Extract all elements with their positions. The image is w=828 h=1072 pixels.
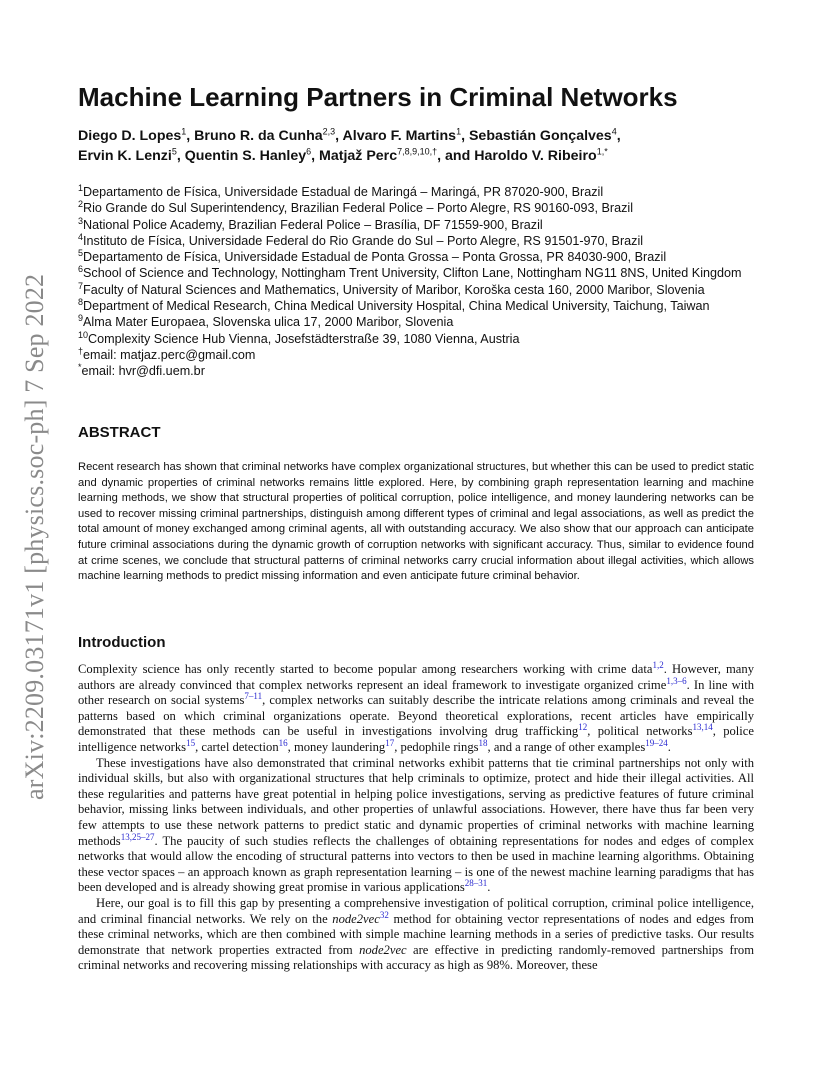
affiliation-text: School of Science and Technology, Nottingham Trent University, Clifton Lane, Nottingham NG11 8NS, United Kingdom: [83, 266, 742, 281]
affiliation-item: [78, 249, 768, 265]
body-text: , money laundering: [287, 739, 386, 754]
author-name: Matjaž Perc: [319, 148, 398, 164]
body-text: , cartel detection: [195, 739, 279, 754]
citation-link[interactable]: 28–31: [464, 878, 488, 889]
affiliation-item: [78, 347, 768, 363]
affiliation-mark: 4: [78, 231, 84, 242]
citation-link[interactable]: 17: [385, 737, 395, 748]
citation-link[interactable]: 12: [578, 722, 588, 733]
affiliation-mark: 9: [78, 313, 84, 324]
introduction-paragraph: [78, 756, 754, 896]
author-affiliation-mark: 7,8,9,10,†: [397, 146, 438, 157]
affiliation-mark: 7: [78, 280, 84, 291]
body-text: method for obtaining vector representations of nodes and edges from these criminal networks, which are then combined with simple machine learning methods in a series of predictive tasks. Our results demonstrate that network properties extracted from: [78, 911, 754, 957]
body-text: , political networks: [587, 724, 693, 739]
introduction-heading: Introduction: [78, 634, 166, 651]
method-name: node2vec: [332, 911, 380, 926]
body-text: These investigations have also demonstrated that criminal networks exhibit patterns that tie criminal partnerships not only with individual skills, but also with organizational structures that help criminals to optimize, protect and hide their illegal activities. All these regularities and patterns have great potential in helping police investigations, serving as predictive features of future criminal behavior, missing links between individuals, and other properties of unlawful associations. However, there have thus far been very few attempts to use these network patterns to predict static and dynamic properties of criminal networks with machine learning methods: [78, 755, 754, 848]
affiliation-list: [78, 184, 768, 380]
author-separator: , and: [437, 148, 475, 164]
author-affiliation-mark: 6: [306, 146, 312, 157]
citation-link[interactable]: 32: [379, 909, 389, 920]
affiliation-text: Departamento de Física, Universidade Estadual de Ponta Grossa – Ponta Grossa, PR 84030-900, Brazil: [83, 250, 667, 265]
introduction-paragraph: [78, 659, 754, 756]
abstract-text: Recent research has shown that criminal networks have complex organizational structures, but whether this can be used to predict static and dynamic properties of criminal networks remains little explored. Here, by combining graph representation learning and machine learning methods, we show that structural properties of political corruption, police intelligence, and money laundering networks can be used to recover missing criminal partnerships, distinguish among different types of criminal and legal associations, as well as predict the total amount of money exchanged among criminal agents, all with outstanding accuracy. We also show that our approach can anticipate future criminal associations during the dynamic growth of corruption networks with significant accuracy. Thus, similar to evidence found at crime scenes, we conclude that structural patterns of criminal networks carry crucial information about illegal activities, which allows machine learning methods to predict missing information and even anticipate future criminal behavior.: [78, 461, 754, 583]
author-name: Haroldo V. Ribeiro: [474, 148, 597, 164]
affiliation-text: Faculty of Natural Sciences and Mathematics, University of Maribor, Koroška cesta 160, 2000 Maribor, Slovenia: [83, 282, 705, 297]
author-affiliation-mark: 4: [611, 126, 617, 137]
affiliation-mark: 5: [78, 248, 84, 258]
citation-link[interactable]: 1,3–6: [666, 675, 687, 686]
body-text: .: [487, 880, 491, 895]
citation-link[interactable]: 1,2: [652, 659, 664, 670]
affiliation-mark: 1: [78, 182, 84, 193]
affiliation-mark: †: [78, 345, 84, 356]
author-separator: ,: [616, 128, 621, 144]
author-name: Bruno R. da Cunha: [194, 128, 323, 144]
affiliation-item: [78, 184, 768, 200]
affiliation-mark: *: [78, 362, 82, 373]
citation-link[interactable]: 19–24: [645, 737, 668, 748]
affiliation-text: Complexity Science Hub Vienna, Josefstädterstraße 39, 1080 Vienna, Austria: [88, 331, 520, 346]
affiliation-mark: 8: [78, 296, 84, 307]
affiliation-item: [78, 331, 768, 347]
body-text: Here, our goal is to fill this gap by presenting a comprehensive investigation of political corruption, criminal police intelligence, and criminal financial networks. We rely on the: [78, 895, 754, 926]
affiliation-item: [78, 265, 768, 281]
affiliation-mark: 2: [78, 199, 84, 210]
body-text: . The paucity of such studies reflects the challenges of obtaining representations for nodes and edges of complex networks that would allow the encoding of structural patterns into vectors to then be used in machine learning algorithms. Obtaining these vector spaces – an approach known as graph representation learning – is one of the newest machine learning paradigms that has been developed and is already showing great promise in various applications: [78, 833, 754, 895]
author-separator: ,: [186, 128, 195, 144]
author-separator: ,: [335, 128, 343, 144]
citation-link[interactable]: 18: [478, 737, 488, 748]
author-affiliation-mark: 1: [181, 126, 187, 137]
affiliation-text: Alma Mater Europaea, Slovenska ulica 17, 2000 Maribor, Slovenia: [83, 315, 454, 330]
author-name: Diego D. Lopes: [78, 128, 182, 144]
arxiv-identifier-stamp: arXiv:2209.03171v1 [physics.soc-ph] 7 Sep 2022: [20, 273, 49, 800]
affiliation-text: email: matjaz.perc@gmail.com: [83, 347, 256, 362]
method-name: node2vec: [359, 942, 407, 957]
body-text: . However, many authors are already convinced that complex networks represent an ideal framework to investigate organized crime: [78, 662, 754, 692]
affiliation-text: email: hvr@dfi.uem.br: [81, 364, 205, 379]
citation-link[interactable]: 7–11: [244, 691, 263, 701]
affiliation-item: [78, 363, 768, 379]
affiliation-item: [78, 314, 768, 330]
affiliation-mark: 10: [78, 329, 89, 340]
affiliation-item: [78, 233, 768, 249]
author-separator: ,: [461, 128, 469, 144]
paper-title: Machine Learning Partners in Criminal Networks: [78, 82, 678, 112]
affiliation-mark: 3: [78, 215, 84, 226]
body-text: , and a range of other examples: [487, 739, 646, 754]
body-text: Complexity science has only recently started to become popular among researchers working with crime data: [78, 662, 653, 676]
affiliation-text: Rio Grande do Sul Superintendency, Brazilian Federal Police – Porto Alegre, RS 90160-093, Brazil: [83, 201, 634, 216]
author-name: Quentin S. Hanley: [184, 148, 307, 164]
author-separator: ,: [176, 148, 185, 164]
author-list: [78, 126, 758, 166]
affiliation-text: Department of Medical Research, China Medical University Hospital, China Medical University, Taichung, Taiwan: [83, 299, 710, 314]
affiliation-text: Instituto de Física, Universidade Federal do Rio Grande do Sul – Porto Alegre, RS 91501-970, Brazil: [83, 233, 644, 248]
introduction-body: [78, 659, 754, 974]
body-text: , police intelligence networks: [78, 724, 754, 754]
author-affiliation-mark: 5: [171, 146, 177, 157]
affiliation-text: National Police Academy, Brazilian Federal Police – Brasília, DF 71559-900, Brazil: [83, 217, 543, 232]
affiliation-mark: 6: [78, 264, 84, 275]
citation-link[interactable]: 13,14: [692, 722, 713, 733]
body-text: , pedophile rings: [394, 739, 479, 754]
body-text: , complex networks can suitably describe the intricate relations among criminals and reveal the patterns based on which criminal organizations operate. Beyond theoretical explorations, recent articles have empirically demonstrated that these methods can be useful in investigations involving drug trafficking: [78, 693, 754, 739]
body-text: . In line with other research on social systems: [78, 677, 754, 708]
body-text: are effective in predicting randomly-removed partnerships from criminal networks and recovering missing relationships with accuracy as high as 98%. Moreover, these: [78, 942, 754, 973]
affiliation-item: [78, 217, 768, 233]
affiliation-item: [78, 282, 768, 298]
citation-link[interactable]: 13,25–27: [120, 831, 155, 842]
affiliation-text: Departamento de Física, Universidade Estadual de Maringá – Maringá, PR 87020-900, Brazil: [83, 185, 604, 199]
author-affiliation-mark: 1: [456, 126, 462, 137]
body-text: .: [667, 739, 671, 754]
author-name: Alvaro F. Martins: [342, 128, 457, 144]
author-name: Ervin K. Lenzi: [78, 148, 172, 164]
author-separator: ,: [311, 148, 320, 164]
affiliation-item: [78, 298, 768, 314]
author-name: Sebastián Gonçalves: [468, 128, 612, 144]
introduction-paragraph: [78, 896, 754, 974]
citation-link[interactable]: 16: [278, 737, 288, 748]
affiliation-item: [78, 200, 768, 216]
abstract-heading: ABSTRACT: [78, 424, 161, 441]
author-affiliation-mark: 2,3: [322, 126, 336, 137]
citation-link[interactable]: 15: [186, 737, 196, 748]
author-affiliation-mark: 1,*: [596, 146, 608, 157]
